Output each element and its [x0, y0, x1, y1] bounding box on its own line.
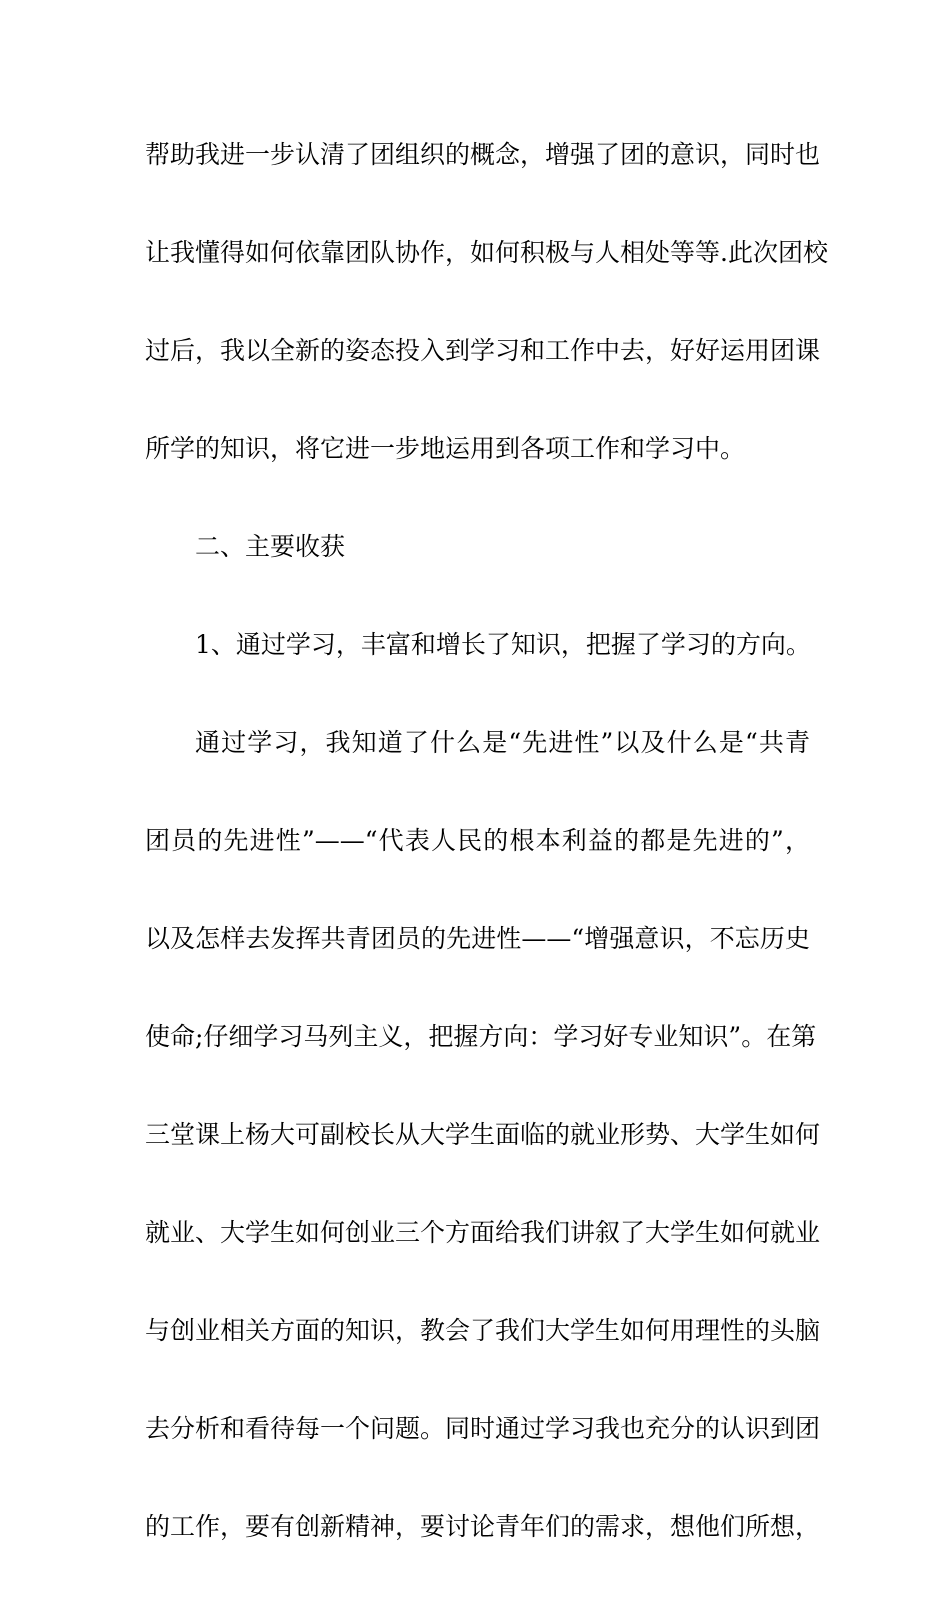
body-text	[145, 130, 828, 1600]
text-line: 去分析和看待每一个问题。同时通过学习我也充分的认识到团	[145, 1414, 821, 1443]
text-line: 三堂课上杨大可副校长从大学生面临的就业形势、大学生如何	[145, 1120, 821, 1149]
text-line: 以及怎样去发挥共青团员的先进性——“增强意识，不忘历史	[145, 924, 810, 953]
text-line: 让我懂得如何依靠团队协作，如何积极与人相处等等.此次团校	[145, 238, 828, 267]
text-line: 团员的先进性”——“代表人民的根本利益的都是先进的”，	[145, 826, 810, 855]
subsection-heading: 1、通过学习，丰富和增长了知识，把握了学习的方向。	[195, 630, 811, 659]
text-line: 所学的知识，将它进一步地运用到各项工作和学习中。	[145, 434, 746, 463]
text-line: 帮助我进一步认清了团组织的概念，增强了团的意识，同时也	[145, 140, 821, 169]
section-heading: 二、主要收获	[195, 532, 346, 561]
text-line: 就业、大学生如何创业三个方面给我们讲叙了大学生如何就业	[145, 1218, 821, 1247]
text-line: 过后，我以全新的姿态投入到学习和工作中去，好好运用团课	[145, 336, 821, 365]
text-line: 通过学习，我知道了什么是“先进性”以及什么是“共青	[195, 728, 810, 757]
text-line: 的工作，要有创新精神，要讨论青年们的需求，想他们所想，	[145, 1512, 821, 1541]
text-line: 使命;仔细学习马列主义，把握方向：学习好专业知识”。在第	[145, 1022, 817, 1051]
text-line: 与创业相关方面的知识，教会了我们大学生如何用理性的头脑	[145, 1316, 821, 1345]
